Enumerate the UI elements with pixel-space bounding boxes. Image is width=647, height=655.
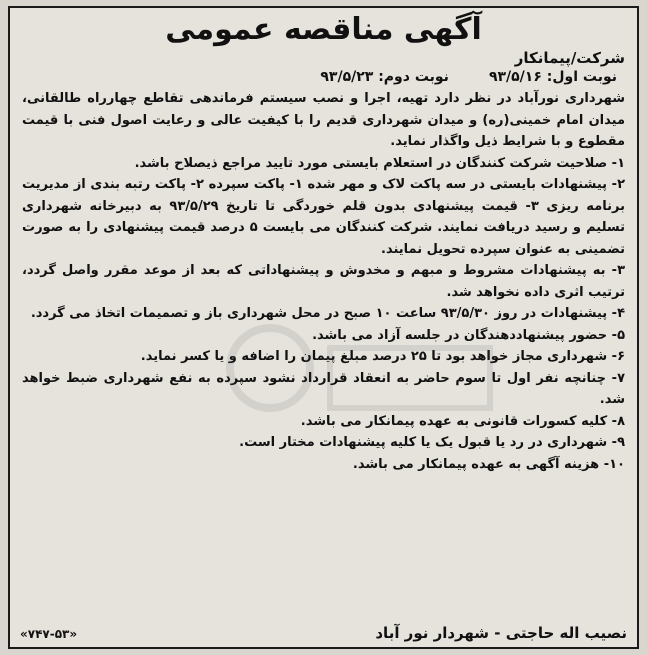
notice-dates [22, 68, 617, 86]
condition-item: ۴- پیشنهادات در روز ۹۳/۵/۳۰ ساعت ۱۰ صبح در محل شهرداری باز و تصمیمات اتخاذ می گردد. [30, 306, 625, 321]
condition-item: ۱- صلاحیت شرکت کنندگان در استعلام بایستی مورد تایید مراجع ذیصلاح باشد. [134, 155, 625, 171]
second-date: نوبت دوم: ۹۳/۵/۲۳ [320, 69, 449, 85]
condition-item: ۵- حضور پیشنهاددهندگان در جلسه آزاد می باشد. [312, 327, 625, 343]
condition-item: ۷- چنانچه نفر اول تا سوم حاضر به انعقاد قرارداد نشود سپرده به نفع شهرداری ضبط خواهد شد. [22, 370, 625, 407]
notice-code: «۷۴۷-۵۳» [20, 627, 78, 641]
company-label: شرکت/پیمانکار [514, 49, 625, 67]
condition-item: ۲- پیشنهادات بایستی در سه پاکت لاک و مهر شده ۱- پاکت سپرده ۲- پاکت رتبه بندی از مدیریت برنامه ریزی ۳- قیمت پیشنهادی بدون قلم خوردگی تا تاریخ ۹۳/۵/۲۹ به دبیرخانه شهرداری تسلیم و رسید دریافت نمایند. شرکت کنندگان می بایست ۵ درصد قیمت پیشنهادی را به صورت تضمینی به عنوان سپرده تحویل نمایند. [22, 177, 626, 257]
condition-item: ۸- کلیه کسورات قانونی به عهده پیمانکار می باشد. [300, 413, 625, 429]
condition-item: ۱۰- هزینه آگهی به عهده پیمانکار می باشد. [352, 456, 625, 472]
notice-title: آگهی مناقصه عمومی [165, 12, 482, 47]
first-date: نوبت اول: ۹۳/۵/۱۶ [488, 69, 617, 85]
notice-footer [20, 623, 627, 643]
intro-paragraph: شهرداری نورآباد در نظر دارد تهیه، اجرا و نصب سیستم فرماندهی تقاطع چهارراه طالقانی، میدان امام خمینی(ره) و میدان شهرداری قدیم را با کیفیت عالی و رعایت اصول فنی با قیمت مقطوع و با شرایط ذیل واگذار نماید. [22, 91, 625, 149]
signature: نصیب اله حاجتی - شهردار نور آباد [375, 624, 627, 642]
condition-item: ۳- به پیشنهادات مشروط و مبهم و مخدوش و پیشنهاداتی که بعد از موعد مقرر واصل گردد، ترتیب اثری داده نخواهد شد. [22, 263, 625, 300]
condition-item: ۹- شهرداری در رد یا قبول یک یا کلیه پیشنهادات مختار است. [239, 435, 625, 450]
notice-frame [8, 6, 639, 649]
condition-item: ۶- شهرداری مجاز خواهد بود تا ۲۵ درصد مبلغ پیمان را اضافه و یا کسر نماید. [140, 349, 625, 364]
